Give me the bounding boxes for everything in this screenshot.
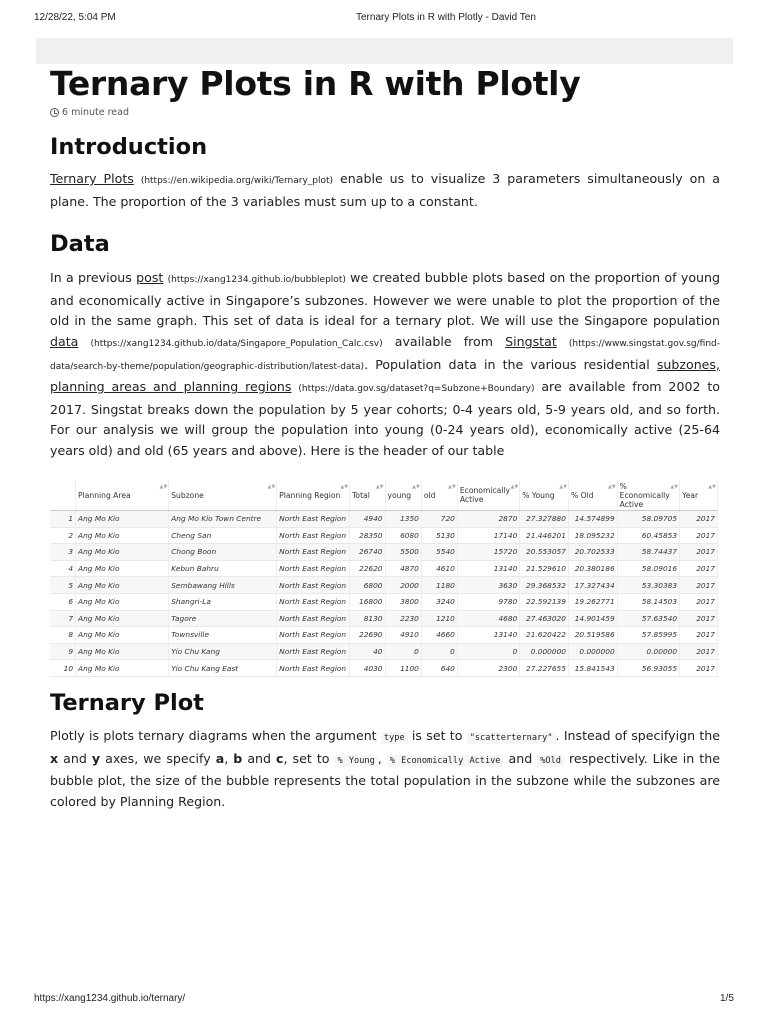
table-row (50, 627, 718, 644)
table-cell: 1210 (421, 610, 457, 627)
table-row (50, 527, 718, 544)
table-cell: 2300 (457, 660, 519, 677)
table-cell: Yio Chu Kang (169, 643, 277, 660)
table-cell: 58.14503 (617, 593, 679, 610)
print-url: https://xang1234.github.io/ternary/ (34, 993, 186, 1004)
table-cell: 2017 (680, 560, 718, 577)
table-cell: 8 (50, 627, 76, 644)
table-cell: Sembawang Hills (169, 577, 277, 594)
table-cell: Ang Mo Kio Town Centre (169, 511, 277, 528)
table-cell: 2017 (680, 627, 718, 644)
table-cell: 20.702533 (568, 544, 617, 561)
table-row (50, 610, 718, 627)
col-subzone[interactable]: Subzone ▲▼ (169, 480, 277, 511)
print-datetime: 12/28/22, 5:04 PM (34, 12, 116, 23)
table-cell: North East Region (277, 593, 350, 610)
ternary-plots-link[interactable]: Ternary Plots (50, 171, 134, 186)
table-cell: 18.095232 (568, 527, 617, 544)
code-young: % Young (335, 755, 378, 767)
col-young[interactable]: young ▲▼ (385, 480, 421, 511)
table-cell: 3 (50, 544, 76, 561)
table-cell: Shangri-La (169, 593, 277, 610)
intro-heading: Introduction (50, 134, 208, 160)
table-cell: 640 (421, 660, 457, 677)
table-cell: 2017 (680, 577, 718, 594)
code-econ: % Economically Active (387, 755, 504, 767)
table-cell: 58.74437 (617, 544, 679, 561)
table-row (50, 660, 718, 677)
table-cell: North East Region (277, 577, 350, 594)
table-cell: 4660 (421, 627, 457, 644)
table-cell: 27.327880 (520, 511, 569, 528)
col-planning-area[interactable]: Planning Area ▲▼ (76, 480, 169, 511)
table-cell: 3630 (457, 577, 519, 594)
table-row (50, 544, 718, 561)
table-cell: 1350 (385, 511, 421, 528)
table-cell: Ang Mo Kio (76, 610, 169, 627)
table-cell: 22620 (350, 560, 385, 577)
table-cell: 5500 (385, 544, 421, 561)
table-cell: North East Region (277, 643, 350, 660)
table-cell: 2000 (385, 577, 421, 594)
table-cell: Tagore (169, 610, 277, 627)
table-cell: Cheng San (169, 527, 277, 544)
table-cell: 2017 (680, 511, 718, 528)
table-cell: 16800 (350, 593, 385, 610)
col-pct-young[interactable]: % Young ▲▼ (520, 480, 569, 511)
read-time (50, 107, 720, 118)
table-cell: 56.93055 (617, 660, 679, 677)
table-row (50, 577, 718, 594)
table-cell: Ang Mo Kio (76, 511, 169, 528)
table-row (50, 560, 718, 577)
table-cell: 1 (50, 511, 76, 528)
print-doc-title: Ternary Plots in R with Plotly - David Ten (356, 12, 536, 23)
table-cell: 28350 (350, 527, 385, 544)
sort-icon[interactable]: ▲▼ (375, 484, 384, 490)
article (50, 64, 720, 462)
table-cell: 1100 (385, 660, 421, 677)
sort-icon[interactable]: ▲▼ (448, 484, 456, 490)
print-page-number: 1/5 (720, 993, 734, 1004)
ternary-section (50, 689, 720, 812)
table-cell: 0 (421, 643, 457, 660)
sort-icon[interactable]: ▲▼ (510, 484, 519, 490)
table-cell: 5540 (421, 544, 457, 561)
table-cell: 17.327434 (568, 577, 617, 594)
col-total[interactable]: Total ▲▼ (350, 480, 385, 511)
table-cell: 0 (385, 643, 421, 660)
table-row (50, 643, 718, 660)
table-cell: North East Region (277, 660, 350, 677)
data-heading: Data (50, 231, 110, 258)
ternary-plots-url: (https://en.wikipedia.org/wiki/Ternary_plot) (140, 176, 334, 186)
table-cell: 2230 (385, 610, 421, 627)
page-title: Ternary Plots in R with Plotly (50, 64, 581, 103)
table-cell: 2017 (680, 544, 718, 561)
sort-icon[interactable]: ▲▼ (267, 484, 276, 490)
table-cell: 13140 (457, 627, 519, 644)
table-cell: Kebun Bahru (169, 560, 277, 577)
table-cell: Ang Mo Kio (76, 577, 169, 594)
table-row (50, 593, 718, 610)
table-cell: 9 (50, 643, 76, 660)
table-cell: 4610 (421, 560, 457, 577)
col-pct-econ-active[interactable]: % Economically Active ▲▼ (617, 480, 679, 511)
table-cell: 17140 (457, 527, 519, 544)
table-cell: 4680 (457, 610, 519, 627)
table-cell: 27.227655 (520, 660, 569, 677)
data-paragraph: In a previous post (https://xang1234.github.io/bubbleplot) we created bubble plots based on the proportion of young and economically active in Singapore’s subzones. However we were unable to plot the proportion of the old in the same graph. This set of data is ideal for a ternary plot. We will use the Singapore population data (https://xang1234.github.io/data/Singapore_Population_Calc.csv) available from Singstat (https://www.singstat.gov.sg/find-data/search-by-theme/population/geographic-distribution/latest-data). Population data in the various residential subzones, planning areas and planning regions (https://data.gov.sg/dataset?q=Subzone+Boundary) are available from 2002 to 2017. Singstat breaks down the population by 5 year cohorts; 0-4 years old, 5-9 years old, and so forth. For our analysis we will group the population into young (0-24 years old), economically active (25-64 years old) and old (65 years and above). Here is the header of our table (50, 270, 720, 458)
table-cell: 10 (50, 660, 76, 677)
table-cell: 6800 (350, 577, 385, 594)
table-cell: Chong Boon (169, 544, 277, 561)
table-cell: 13140 (457, 560, 519, 577)
singstat-link[interactable]: Singstat (505, 333, 557, 349)
table-cell: 0.00000 (617, 643, 679, 660)
table-cell: 3800 (385, 593, 421, 610)
table-cell: 29.368532 (520, 577, 569, 594)
table-cell: 2017 (680, 527, 718, 544)
population-table (50, 480, 718, 677)
code-old: %Old (537, 755, 564, 767)
subzones-link[interactable]: subzones, planning areas and planning regions (50, 356, 720, 395)
table-cell: North East Region (277, 511, 350, 528)
table-cell: 57.85995 (617, 627, 679, 644)
table-cell: Ang Mo Kio (76, 643, 169, 660)
table-cell: North East Region (277, 560, 350, 577)
table-cell: 58.09016 (617, 560, 679, 577)
table-cell: Ang Mo Kio (76, 660, 169, 677)
table-cell: 21.620422 (520, 627, 569, 644)
post-link[interactable]: post (136, 270, 164, 286)
sort-icon[interactable]: ▲▼ (708, 484, 716, 490)
table-cell: 20.380186 (568, 560, 617, 577)
table-cell: North East Region (277, 544, 350, 561)
sort-icon[interactable]: ▲▼ (412, 484, 420, 490)
table-cell: Ang Mo Kio (76, 544, 169, 561)
table-cell: 22690 (350, 627, 385, 644)
table-cell: 20.519586 (568, 627, 617, 644)
table-cell: 2017 (680, 660, 718, 677)
table-body (50, 511, 718, 677)
table-cell: 53.30383 (617, 577, 679, 594)
table-cell: North East Region (277, 610, 350, 627)
table-row (50, 511, 718, 528)
table-cell: Townsville (169, 627, 277, 644)
sort-icon[interactable]: ▲▼ (159, 484, 168, 490)
sort-icon[interactable]: ▲▼ (340, 484, 349, 490)
table-cell: Ang Mo Kio (76, 593, 169, 610)
table-cell: 14.574899 (568, 511, 617, 528)
table-cell: 4910 (385, 627, 421, 644)
col-old[interactable]: old ▲▼ (421, 480, 457, 511)
table-cell: 0.000000 (568, 643, 617, 660)
table-cell: 0.000000 (520, 643, 569, 660)
sort-icon[interactable]: ▲▼ (670, 484, 679, 490)
sort-icon[interactable]: ▲▼ (559, 484, 567, 490)
table-cell: 3240 (421, 593, 457, 610)
table-cell: 27.463020 (520, 610, 569, 627)
table-cell: 2017 (680, 643, 718, 660)
table-cell: 0 (457, 643, 519, 660)
table-cell: Yio Chu Kang East (169, 660, 277, 677)
table-cell: 5130 (421, 527, 457, 544)
table-cell: 15.841543 (568, 660, 617, 677)
table-cell: 15720 (457, 544, 519, 561)
col-index[interactable] (50, 480, 76, 511)
table-cell: 6080 (385, 527, 421, 544)
code-type: type (381, 732, 408, 744)
table-cell: 14.901459 (568, 610, 617, 627)
table-cell: 4030 (350, 660, 385, 677)
table-cell: 4 (50, 560, 76, 577)
table-cell: 9780 (457, 593, 519, 610)
table-cell: Ang Mo Kio (76, 627, 169, 644)
table-cell: 20.553057 (520, 544, 569, 561)
table-cell: 4940 (350, 511, 385, 528)
col-econ-active[interactable]: Economically Active ▲▼ (457, 480, 519, 511)
code-scatterternary: "scatterternary" (467, 732, 556, 744)
masthead-bar (36, 38, 733, 64)
table-cell: 7 (50, 610, 76, 627)
table-cell: 22.592139 (520, 593, 569, 610)
table-cell: Ang Mo Kio (76, 527, 169, 544)
clock-icon (50, 108, 59, 117)
table-cell: 21.529610 (520, 560, 569, 577)
table-cell: 4870 (385, 560, 421, 577)
table-cell: 1180 (421, 577, 457, 594)
ternary-paragraph: Plotly is plots ternary diagrams when the argument type is set to "scatterternary" . Instead of specifyign the x and y axes, we specify a, b and c, set to % Young , % Economically Active and %Old respectively. Like in the bubble plot, the size of the bubble represents the total population in the subzone while the subzones are colored by Planning Region. (50, 728, 721, 809)
table-cell: 2870 (457, 511, 519, 528)
ternary-heading: Ternary Plot (50, 690, 204, 716)
table-header-row (50, 480, 718, 511)
col-planning-region[interactable]: Planning Region ▲▼ (277, 480, 350, 511)
table-cell: North East Region (277, 527, 350, 544)
table-cell: 58.09705 (617, 511, 679, 528)
col-year[interactable]: Year ▲▼ (680, 480, 718, 511)
table-cell: 26740 (350, 544, 385, 561)
sort-icon[interactable]: ▲▼ (607, 484, 616, 490)
table-cell: 720 (421, 511, 457, 528)
intro-paragraph: Ternary Plots (https://en.wikipedia.org/wiki/Ternary_plot) enable us to visualize 3 parameters simultaneously on a plane. The proportion of the 3 variables must sum up to a constant. (50, 171, 720, 209)
table-cell: 2 (50, 527, 76, 544)
table-cell: 6 (50, 593, 76, 610)
read-time-label: 6 minute read (62, 107, 129, 118)
table-cell: 19.262771 (568, 593, 617, 610)
table-cell: 5 (50, 577, 76, 594)
data-link[interactable]: data (50, 333, 79, 349)
table-cell: Ang Mo Kio (76, 560, 169, 577)
table-cell: North East Region (277, 627, 350, 644)
table-cell: 2017 (680, 610, 718, 627)
table-cell: 21.446201 (520, 527, 569, 544)
col-pct-old[interactable]: % Old ▲▼ (568, 480, 617, 511)
table-cell: 2017 (680, 593, 718, 610)
table-cell: 60.45853 (617, 527, 679, 544)
table-cell: 8130 (350, 610, 385, 627)
table-cell: 40 (350, 643, 385, 660)
table-cell: 57.63540 (617, 610, 679, 627)
